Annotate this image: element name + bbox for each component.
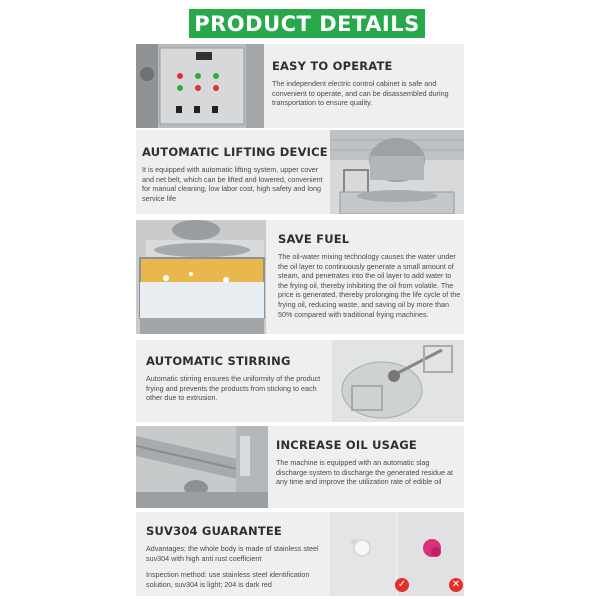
section-description: Automatic stirring ensures the uniformity of the product frying and prevents the products from sticking to each other due to extrusion. — [146, 374, 321, 403]
section-increase-oil-usage — [136, 426, 464, 508]
section-title: AUTOMATIC STIRRING — [146, 354, 291, 368]
slag-discharge-photo — [136, 426, 268, 508]
pass-check-icon: ✓ — [395, 578, 409, 592]
section-title: AUTOMATIC LIFTING DEVICE — [142, 145, 328, 159]
control-cabinet-photo — [136, 44, 264, 128]
section-description: It is equipped with automatic lifting system, upper cover and net belt, which can be lifted and lowered, convenient for manual cleaning, low labor cost, high safety and long service life — [142, 165, 323, 203]
section-title: INCREASE OIL USAGE — [276, 438, 417, 452]
oil-water-tank-photo — [136, 220, 266, 334]
section-easy-to-operate — [136, 44, 464, 128]
section-automatic-stirring — [136, 340, 464, 422]
section-save-fuel — [136, 220, 464, 334]
section-description: The independent electric control cabinet is safe and convenient to operate, and can be disassembled during transportation to ensure quality. — [272, 79, 449, 108]
section-description: The oil-water mixing technology causes the water under the oil layer to continuously generate a small amount of steam, and penetrates into the oil layer to add water to the frying oil, thereby inhibiting the oil from volatile. The price is generated, thereby prolonging the life cycle of the frying oil, reducing waste, and saving oil by more than 50% compared with traditional frying machines. — [278, 252, 461, 319]
section-suv304-guarantee — [136, 512, 464, 596]
lifting-device-photo — [330, 130, 464, 214]
section-title: SAVE FUEL — [278, 232, 350, 246]
fail-cross-icon: ✕ — [449, 578, 463, 592]
section-description-inspection: Inspection method: use stainless steel identification solution, suv304 is light; 204 is dark red — [146, 570, 310, 589]
stirring-mechanism-photo — [332, 340, 464, 422]
stainless-test-good-photo — [330, 512, 396, 596]
page-title-banner — [189, 9, 425, 38]
page-title: PRODUCT DETAILS — [194, 11, 420, 36]
section-description: The machine is equipped with an automatic slag discharge system to discharge the generated residue at any time and improve the utilization rate of edible oil — [276, 458, 453, 487]
section-title: EASY TO OPERATE — [272, 59, 393, 73]
section-automatic-lifting-device — [136, 130, 464, 214]
section-title: SUV304 GUARANTEE — [146, 524, 282, 538]
section-description-advantages: Advantages: the whole body is made of stainless steel suv304 with high anti rust coefficient — [146, 544, 319, 563]
